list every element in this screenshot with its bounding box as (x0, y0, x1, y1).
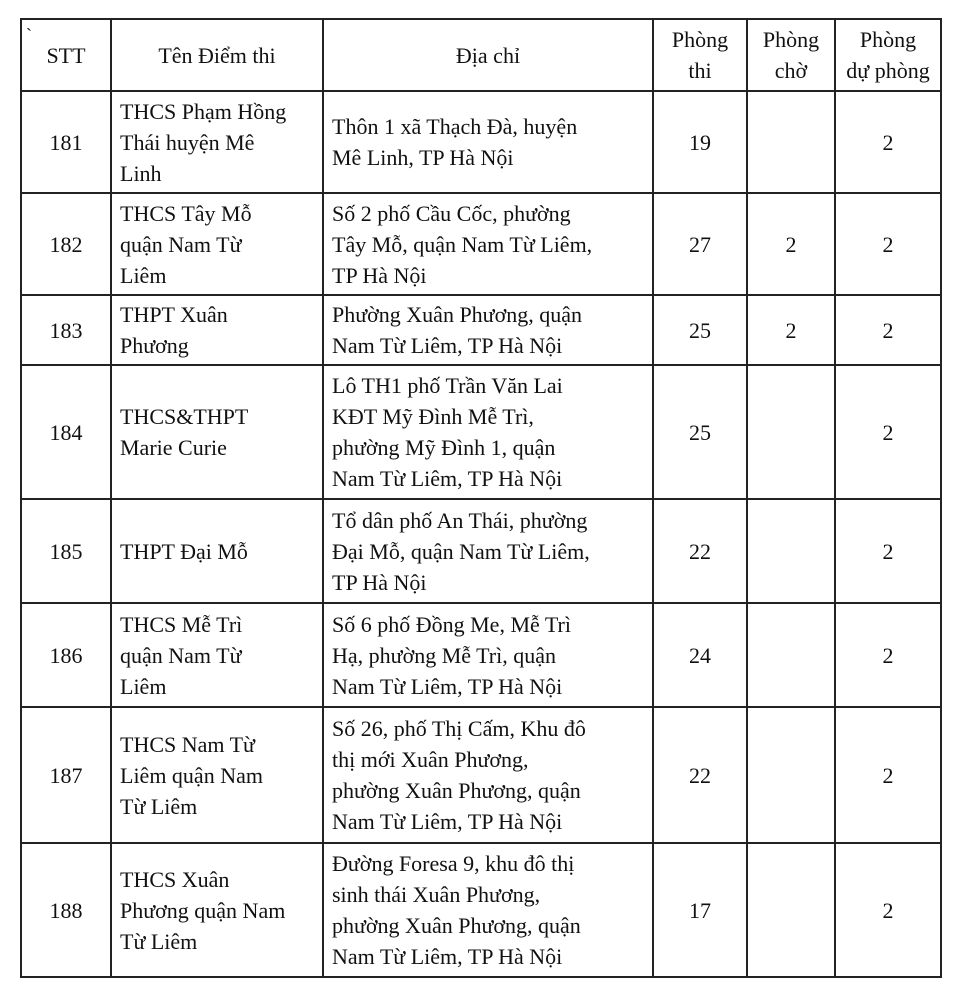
table-row (21, 193, 941, 295)
cell-exam-rooms: 19 (653, 91, 747, 193)
table-row (21, 365, 941, 499)
cell-exam-rooms: 22 (653, 499, 747, 603)
cell-reserve-rooms: 2 (835, 193, 941, 295)
cell-exam-rooms: 24 (653, 603, 747, 707)
cell-stt: 182 (21, 193, 111, 295)
cell-venue-name: THCS Phạm Hồng Thái huyện Mê Linh (111, 91, 323, 193)
cell-waiting-rooms (747, 91, 835, 193)
cell-waiting-rooms (747, 603, 835, 707)
cell-stt: 185 (21, 499, 111, 603)
cell-address: Số 6 phố Đồng Me, Mễ Trì Hạ, phường Mễ Trì, quận Nam Từ Liêm, TP Hà Nội (323, 603, 653, 707)
cell-venue-name: THCS Nam Từ Liêm quận Nam Từ Liêm (111, 707, 323, 843)
header-stt (21, 19, 111, 91)
header-reserve-rooms: Phòng dự phòng (835, 19, 941, 91)
cell-reserve-rooms: 2 (835, 843, 941, 977)
cell-address: Tổ dân phố An Thái, phường Đại Mỗ, quận Nam Từ Liêm, TP Hà Nội (323, 499, 653, 603)
table-row (21, 843, 941, 977)
cell-exam-rooms: 27 (653, 193, 747, 295)
cell-address: Phường Xuân Phương, quận Nam Từ Liêm, TP Hà Nội (323, 295, 653, 365)
cell-reserve-rooms: 2 (835, 295, 941, 365)
table-body (21, 91, 941, 977)
cell-stt: 188 (21, 843, 111, 977)
scan-mark-icon: ˋ (26, 25, 32, 45)
cell-stt: 183 (21, 295, 111, 365)
cell-venue-name: THPT Xuân Phương (111, 295, 323, 365)
table-row (21, 499, 941, 603)
cell-reserve-rooms: 2 (835, 499, 941, 603)
cell-stt: 184 (21, 365, 111, 499)
cell-reserve-rooms: 2 (835, 365, 941, 499)
cell-exam-rooms: 25 (653, 295, 747, 365)
header-exam-rooms: Phòng thi (653, 19, 747, 91)
cell-stt: 181 (21, 91, 111, 193)
cell-reserve-rooms: 2 (835, 91, 941, 193)
cell-waiting-rooms (747, 499, 835, 603)
table-row (21, 603, 941, 707)
header-address: Địa chỉ (323, 19, 653, 91)
cell-exam-rooms: 25 (653, 365, 747, 499)
cell-address: Thôn 1 xã Thạch Đà, huyện Mê Linh, TP Hà Nội (323, 91, 653, 193)
cell-waiting-rooms: 2 (747, 295, 835, 365)
cell-exam-rooms: 22 (653, 707, 747, 843)
cell-address: Lô TH1 phố Trần Văn Lai KĐT Mỹ Đình Mễ Trì, phường Mỹ Đình 1, quận Nam Từ Liêm, TP Hà Nội (323, 365, 653, 499)
cell-venue-name: THCS Mễ Trì quận Nam Từ Liêm (111, 603, 323, 707)
cell-waiting-rooms (747, 365, 835, 499)
cell-reserve-rooms: 2 (835, 707, 941, 843)
table-row (21, 91, 941, 193)
cell-exam-rooms: 17 (653, 843, 747, 977)
cell-venue-name: THCS Xuân Phương quận Nam Từ Liêm (111, 843, 323, 977)
cell-waiting-rooms (747, 843, 835, 977)
table-header-row (21, 19, 941, 91)
cell-venue-name: THPT Đại Mỗ (111, 499, 323, 603)
cell-reserve-rooms: 2 (835, 603, 941, 707)
cell-waiting-rooms: 2 (747, 193, 835, 295)
cell-address: Số 26, phố Thị Cấm, Khu đô thị mới Xuân Phương, phường Xuân Phương, quận Nam Từ Liêm, TP Hà Nội (323, 707, 653, 843)
header-name: Tên Điểm thi (111, 19, 323, 91)
cell-venue-name: THCS&THPT Marie Curie (111, 365, 323, 499)
cell-address: Số 2 phố Cầu Cốc, phường Tây Mỗ, quận Nam Từ Liêm, TP Hà Nội (323, 193, 653, 295)
exam-venue-table (20, 18, 942, 978)
table-row (21, 295, 941, 365)
header-waiting-rooms: Phòng chờ (747, 19, 835, 91)
header-stt-label: STT (46, 42, 86, 68)
cell-address: Đường Foresa 9, khu đô thị sinh thái Xuân Phương, phường Xuân Phương, quận Nam Từ Liêm, TP Hà Nội (323, 843, 653, 977)
exam-venue-table-page (20, 18, 942, 978)
cell-stt: 186 (21, 603, 111, 707)
cell-venue-name: THCS Tây Mỗ quận Nam Từ Liêm (111, 193, 323, 295)
cell-waiting-rooms (747, 707, 835, 843)
table-row (21, 707, 941, 843)
cell-stt: 187 (21, 707, 111, 843)
